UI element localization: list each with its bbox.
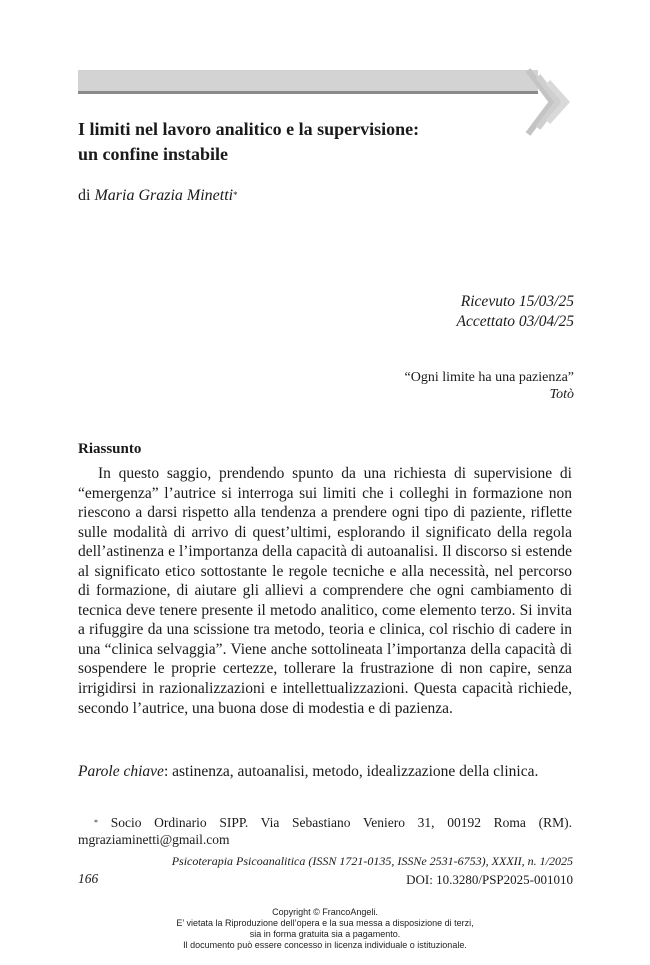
- copyright-line-3: sia in forma gratuita sia a pagamento.: [249, 929, 401, 939]
- title-line-1: I limiti nel lavoro analitico e la supervisione:: [78, 119, 420, 139]
- header-rule: [78, 91, 538, 94]
- doi: DOI: 10.3280/PSP2025-001010: [406, 872, 573, 887]
- header-band: [78, 70, 538, 92]
- page-number: 166: [78, 871, 99, 886]
- title-line-2: un confine instabile: [78, 144, 229, 164]
- footnote-mark: *: [94, 818, 98, 827]
- epigraph-quote: “Ogni limite ha una pazienza”: [404, 370, 574, 385]
- received-date: Ricevuto 15/03/25: [460, 293, 574, 310]
- abstract-text: In questo saggio, prendendo spunto da una richiesta di supervisione di “emergenza” l’autrice si interroga sui limiti che i colleghi in formazione non riescono a darsi rispetto alla tendenza a prendere ogni tipo di paziente, riflette sulle modalità di arrivo di quest’ultimi, esplorando il significato della regola dell’astinenza e l’importanza della capacità di autoanalisi. Il discorso si estende al significato etico sottostante le regole tecniche e alla necessità, nel percorso di formazione, di aiutare gli allievi a comprendere che ogni cambiamento di tecnica deve tenere presente il metodo analitico, come elemento terzo. Si invita a rifuggire da una scissione tra metodo, teoria e clinica, col rischio di cadere in una “clinica selvaggia”. Viene anche sottolineata l’importanza della capacità di sospendere le proprie certezze, tollerare la frustrazione di non capire, senza irrigidirsi in razionalizzazioni e intellettualizzazioni. Questa capacità richiede, secondo l’autrice, una buona dose di modestia e di pazienza.: [78, 465, 572, 717]
- author-byline: [78, 186, 238, 206]
- keywords-text: : astinenza, autoanalisi, metodo, idealizzazione della clinica.: [163, 763, 539, 780]
- chevron-arrows-icon: [524, 66, 576, 138]
- journal-citation: Psicoterapia Psicoanalitica (ISSN 1721-0135, ISSNe 2531-6753), XXXII, n. 1/2025: [171, 854, 573, 868]
- epigraph-attribution: Totò: [549, 387, 574, 402]
- author-footnote: [78, 814, 572, 848]
- author-name: Maria Grazia Minetti: [94, 187, 234, 204]
- copyright-notice: [0, 907, 650, 951]
- author-footnote-mark: *: [233, 190, 238, 200]
- keywords-label: Parole chiave: [78, 763, 164, 780]
- submission-dates: [456, 292, 574, 332]
- author-prefix: di: [78, 187, 91, 204]
- keywords: [78, 762, 572, 782]
- accepted-date: Accettato 03/04/25: [456, 313, 574, 330]
- copyright-line-1: Copyright © FrancoAngeli.: [272, 907, 378, 917]
- copyright-line-4: Il documento può essere concesso in licenza individuale o istituzionale.: [183, 940, 467, 950]
- article-title: [78, 117, 518, 167]
- epigraph: [405, 369, 574, 403]
- copyright-line-2: E’ vietata la Riproduzione dell’opera e la sua messa a disposizione di terzi,: [176, 918, 474, 928]
- abstract-heading: Riassunto: [78, 441, 142, 457]
- footnote-text: Socio Ordinario SIPP. Via Sebastiano Veniero 31, 00192 Roma (RM). mgraziaminetti@gmail.com: [78, 815, 572, 847]
